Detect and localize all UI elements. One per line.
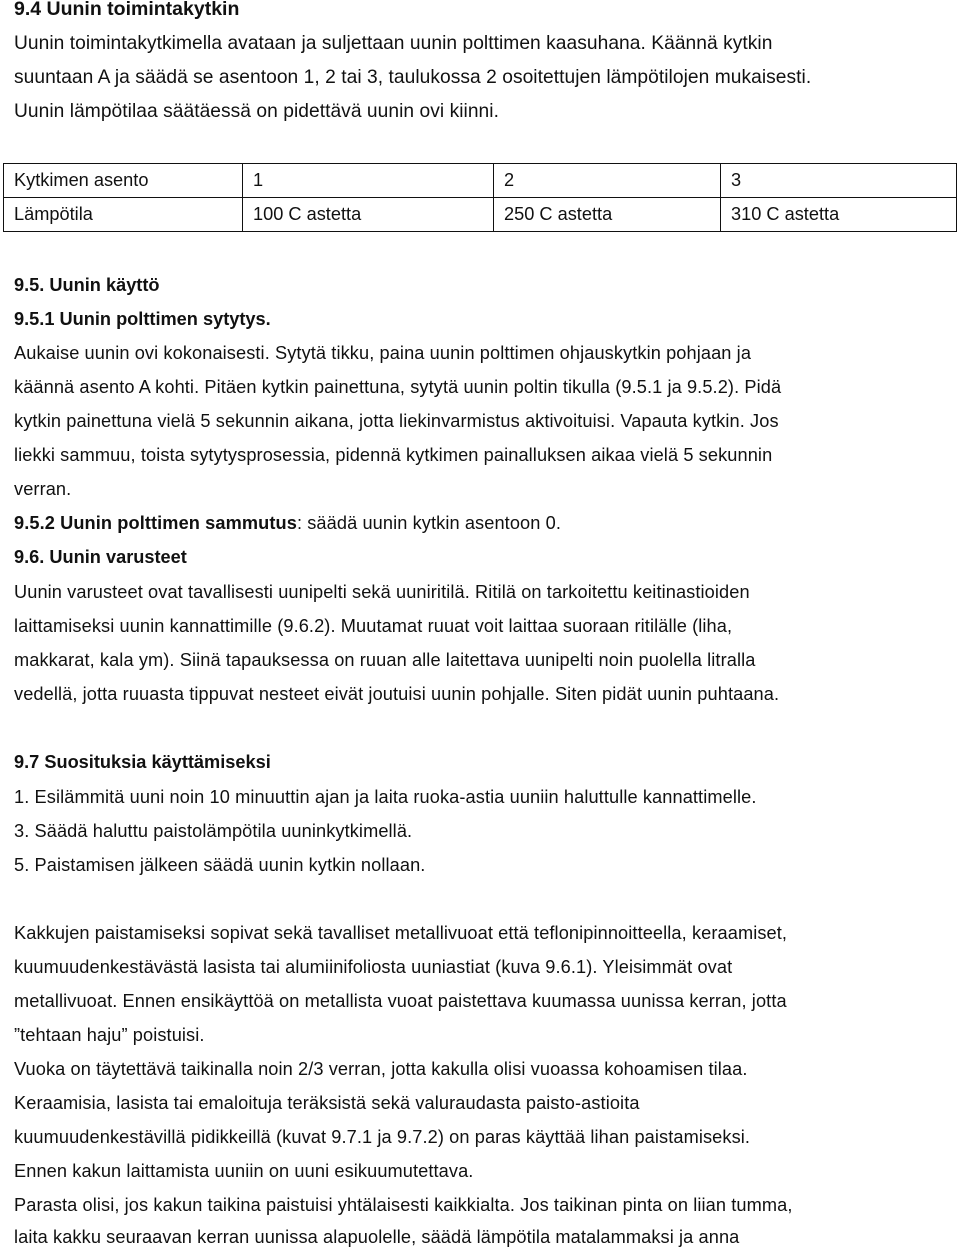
table-cell: Kytkimen asento <box>4 164 243 198</box>
table-cell: 3 <box>721 164 957 198</box>
body-line: Uunin toimintakytkimella avataan ja suljettaan uunin polttimen kaasuhana. Käännä kytkin <box>14 33 773 54</box>
list-item: 3. Säädä haluttu paistolämpötila uuninkytkimellä. <box>14 821 413 841</box>
body-line: laita kakku seuraavan kerran uunissa alapuolelle, säädä lämpötila matalammaksi ja anna <box>14 1227 740 1247</box>
body-line: käännä asento A kohti. Pitäen kytkin painettuna, sytytä uunin poltin tikulla (9.5.1 ja 9.5.2). Pidä <box>14 377 782 397</box>
body-line: laittamiseksi uunin kannattimille (9.6.2). Muutamat ruuat voit laittaa suoraan ritilälle (liha, <box>14 616 733 636</box>
table-row <box>4 164 957 198</box>
section-9-5-2-heading: 9.5.2 Uunin polttimen sammutus <box>14 513 297 533</box>
switch-temperature-table <box>3 163 957 232</box>
table-cell: 250 C astetta <box>494 198 721 232</box>
body-line: verran. <box>14 479 72 499</box>
section-9-5-heading: 9.5. Uunin käyttö <box>14 275 160 295</box>
section-9-7-heading: 9.7 Suosituksia käyttämiseksi <box>14 752 271 772</box>
body-line: Aukaise uunin ovi kokonaisesti. Sytytä tikku, paina uunin polttimen ohjauskytkin pohjaan ja <box>14 343 752 363</box>
body-line: Vuoka on täytettävä taikinalla noin 2/3 verran, jotta kakulla olisi vuoassa kohoamisen tilaa. <box>14 1059 748 1079</box>
body-line: Keraamisia, lasista tai emaloituja teräksistä sekä valuraudasta paisto-astioita <box>14 1093 640 1113</box>
table-row <box>4 198 957 232</box>
table-cell: 1 <box>243 164 494 198</box>
body-line: Ennen kakun laittamista uuniin on uuni esikuumutettava. <box>14 1161 474 1181</box>
list-item: 5. Paistamisen jälkeen säädä uunin kytkin nollaan. <box>14 855 426 875</box>
body-line: Uunin varusteet ovat tavallisesti uunipelti sekä uuniritilä. Ritilä on tarkoitettu keitinastioiden <box>14 582 750 602</box>
section-9-4-heading: 9.4 Uunin toimintakytkin <box>14 0 240 20</box>
body-line: ”tehtaan haju” poistuisi. <box>14 1025 205 1045</box>
body-line: suuntaan A ja säädä se asentoon 1, 2 tai 3, taulukossa 2 osoitettujen lämpötilojen mukaisesti. <box>14 67 812 88</box>
body-line: kuumuudenkestävillä pidikkeillä (kuvat 9.7.1 ja 9.7.2) on paras käyttää lihan paistamiseksi. <box>14 1127 751 1147</box>
section-9-6-heading: 9.6. Uunin varusteet <box>14 547 187 567</box>
table-cell: Lämpötila <box>4 198 243 232</box>
body-line: Kakkujen paistamiseksi sopivat sekä tavalliset metallivuoat että teflonipinnoitteella, keraamiset, <box>14 923 788 943</box>
body-line: kytkin painettuna vielä 5 sekunnin aikana, jotta liekinvarmistus aktivoituisi. Vapauta kytkin. Jos <box>14 411 779 431</box>
section-9-5-2-text: : säädä uunin kytkin asentoon 0. <box>296 513 562 533</box>
body-line: Parasta olisi, jos kakun taikina paistuisi yhtälaisesti kaikkialta. Jos taikinan pinta on liian tumma, <box>14 1195 793 1215</box>
section-9-5-2-line <box>14 510 561 536</box>
table-cell: 100 C astetta <box>243 198 494 232</box>
body-line: Uunin lämpötilaa säätäessä on pidettävä uunin ovi kiinni. <box>14 101 499 122</box>
section-9-5-1-heading: 9.5.1 Uunin polttimen sytytys. <box>14 309 271 329</box>
body-line: makkarat, kala ym). Siinä tapauksessa on ruuan alle laitettava uunipelti noin puolella litralla <box>14 650 756 670</box>
body-line: vedellä, jotta ruuasta tippuvat nesteet eivät joutuisi uunin pohjalle. Siten pidät uunin puhtaana. <box>14 684 780 704</box>
table-cell: 2 <box>494 164 721 198</box>
body-line: metallivuoat. Ennen ensikäyttöä on metallista vuoat paistettava kuumassa uunissa kerran, jotta <box>14 991 787 1011</box>
list-item: 1. Esilämmitä uuni noin 10 minuuttin ajan ja laita ruoka-astia uuniin haluttulle kannattimelle. <box>14 787 757 807</box>
table-cell: 310 C astetta <box>721 198 957 232</box>
body-line: liekki sammuu, toista sytytysprosessia, pidennä kytkimen painalluksen aikaa vielä 5 sekunnin <box>14 445 773 465</box>
body-line: kuumuudenkestävästä lasista tai alumiinifoliosta uuniastiat (kuva 9.6.1). Yleisimmät ovat <box>14 957 733 977</box>
